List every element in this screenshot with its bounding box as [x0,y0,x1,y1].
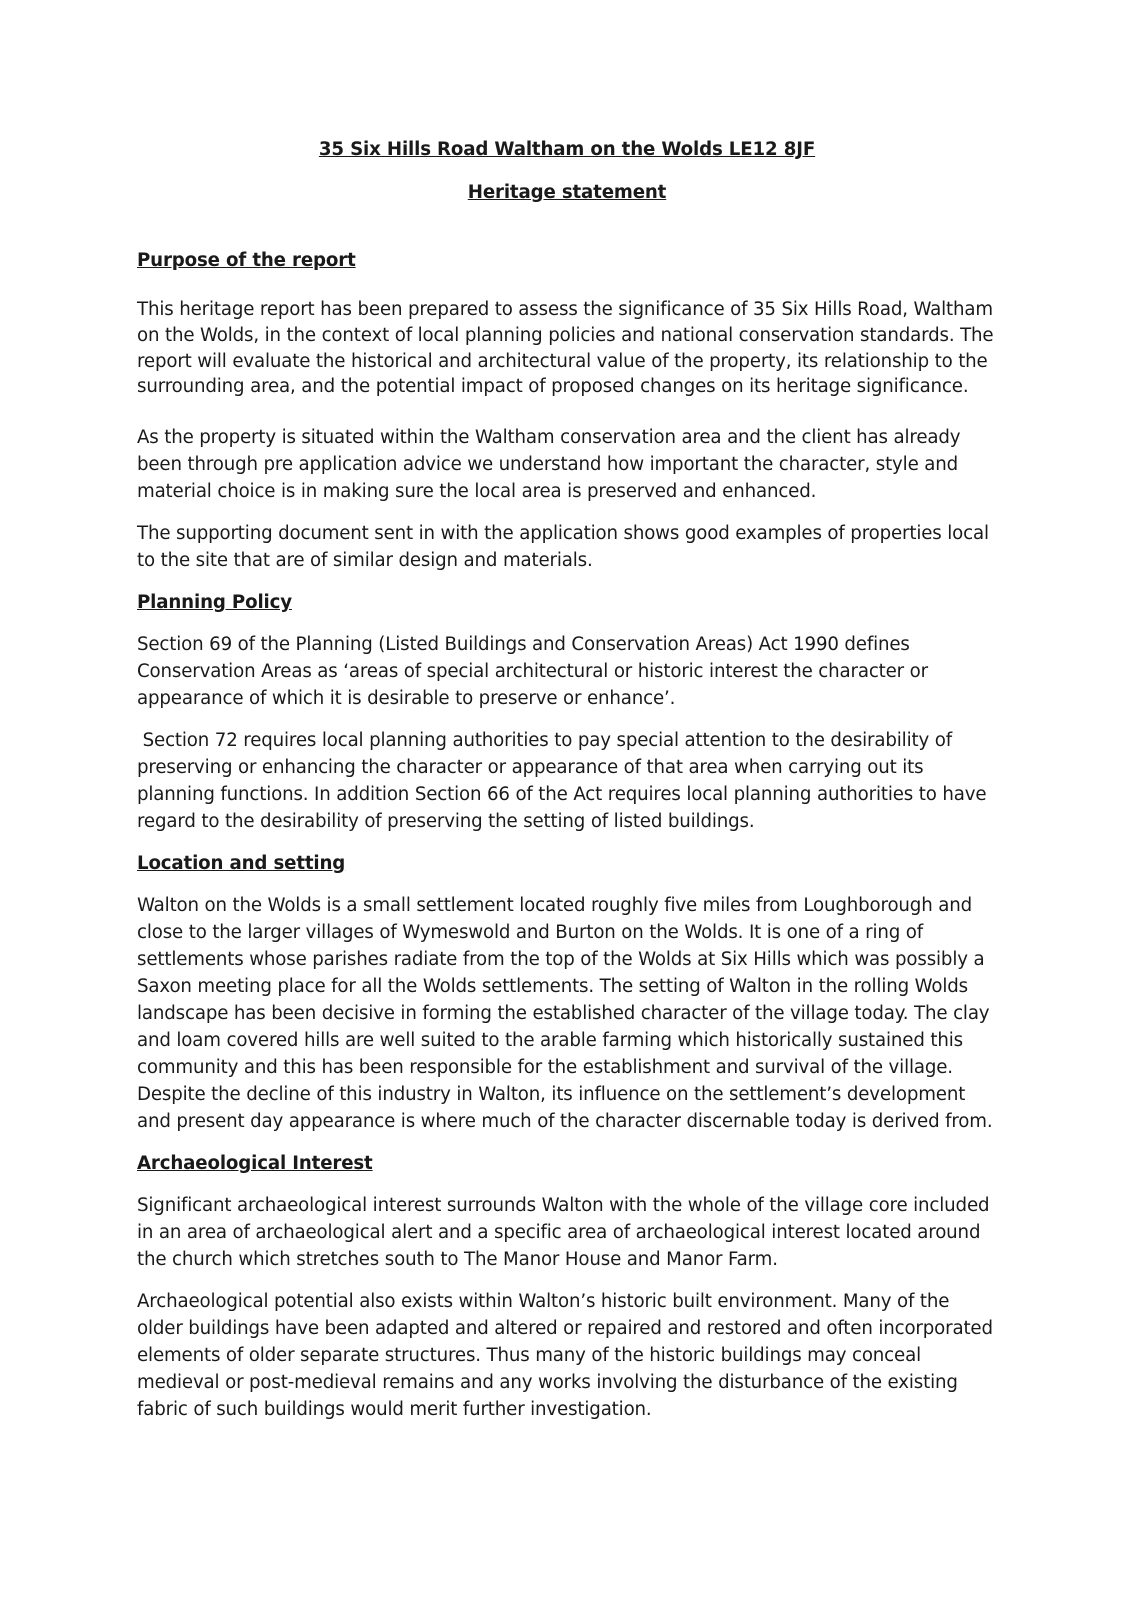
paragraph: Archaeological potential also exists within Walton’s historic built environment. Many of the older buildings have been adapted and altered or repaired and restored and often incorporated elements of older separate structures. Thus many of the historic buildings may conceal medieval or post-medieval remains and any works involving the disturbance of the existing fabric of such buildings would merit further investigation. [137,1291,993,1421]
paragraph: This heritage report has been prepared to assess the significance of 35 Six Hills Road, Waltham on the Wolds, in the context of local planning policies and national conservation standards. The report will evaluate the historical and architectural value of the property, its relationship to the surrounding area, and the potential impact of proposed changes on its heritage significance. [137,299,994,398]
section-heading: Location and setting [137,853,346,875]
document-body [137,136,997,1438]
paragraph: Walton on the Wolds is a small settlement located roughly five miles from Loughborough and close to the larger villages of Wymeswold and Burton on the Wolds. It is one of a ring of settlements whose parishes radiate from the top of the Wolds at Six Hills which was possibly a Saxon meeting place for all the Wolds settlements. The setting of Walton in the rolling Wolds landscape has been decisive in forming the established character of the village today. The clay and loam covered hills are well suited to the arable farming which historically sustained this community and this has been responsible for the establishment and survival of the village. Despite the decline of this industry in Walton, its influence on the settlement’s development and present day appearance is where much of the character discernable today is derived from. [137,895,993,1133]
section-location-setting [137,850,997,1135]
section-purpose [137,247,997,574]
paragraph: Significant archaeological interest surrounds Walton with the whole of the village core included in an area of archaeological alert and a specific area of archaeological interest located around the church which stretches south to The Manor House and Manor Farm. [137,1195,990,1271]
document-title: 35 Six Hills Road Waltham on the Wolds LE12 8JF [318,139,816,160]
section-heading: Planning Policy [137,592,292,614]
section-archaeological-interest [137,1150,997,1423]
paragraph: Section 69 of the Planning (Listed Buildings and Conservation Areas) Act 1990 defines Conservation Areas as ‘areas of special architectural or historic interest the character or appearance of which it is desirable to preserve or enhance’. [137,634,928,710]
paragraph: Section 72 requires local planning authorities to pay special attention to the desirability of preserving or enhancing the character or appearance of that area when carrying out its planning functions. In addition Section 66 of the Act requires local planning authorities to have regard to the desirability of preserving the setting of listed buildings. [137,730,993,833]
section-heading: Archaeological Interest [137,1153,373,1175]
paragraph: The supporting document sent in with the application shows good examples of properties local to the site that are of similar design and materials. [137,523,989,572]
section-planning-policy [137,589,997,835]
document-subtitle: Heritage statement [467,182,667,203]
section-heading: Purpose of the report [137,250,356,271]
paragraph: As the property is situated within the Waltham conservation area and the client has already been through pre application advice we understand how important the character, style and material choice is in making sure the local area is preserved and enhanced. [137,427,961,503]
